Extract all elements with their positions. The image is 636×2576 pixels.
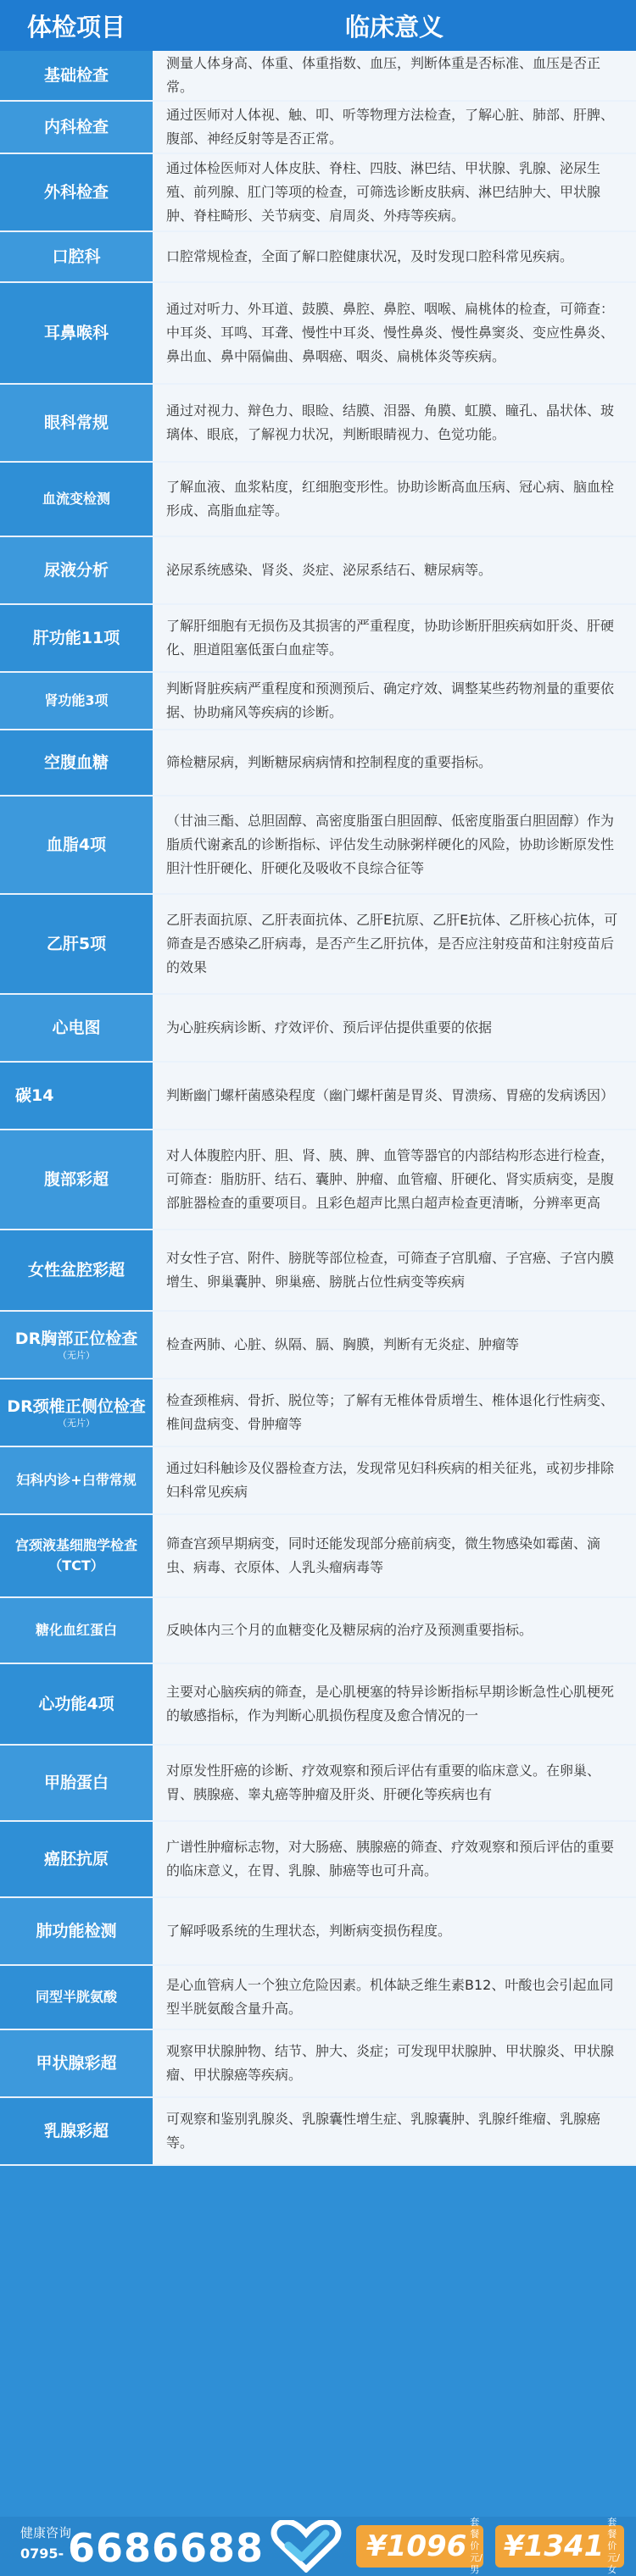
table-row xyxy=(0,102,636,154)
table-row xyxy=(0,2030,636,2098)
exam-item-label: 同型半胱氨酸 xyxy=(35,1989,117,2005)
exam-item-name xyxy=(0,2030,153,2096)
exam-item-label: 甲状腺彩超 xyxy=(36,2054,117,2073)
table-row xyxy=(0,2098,636,2166)
exam-item-name xyxy=(0,1966,153,2029)
exam-item-label: 甲胎蛋白 xyxy=(43,1774,109,1792)
table-row xyxy=(0,51,636,102)
exam-item-description: 观察甲状腺肿物、结节、肿大、炎症；可发现甲状腺肿、甲状腺炎、甲状腺瘤、甲状腺癌等疾病。 xyxy=(153,2030,636,2096)
area-code: 0795- xyxy=(20,2545,64,2562)
exam-item-label: 血脂4项 xyxy=(46,836,107,854)
exam-item-name xyxy=(0,995,153,1061)
phone-number[interactable]: 6686688 xyxy=(68,2525,265,2571)
table-row xyxy=(0,154,636,232)
exam-item-name xyxy=(0,730,153,795)
exam-item-label: 口腔科 xyxy=(52,247,101,266)
exam-item-label: DR颈椎正侧位检查 xyxy=(7,1397,146,1416)
exam-item-name xyxy=(0,463,153,536)
exam-item-description: 检查颈椎病、骨折、脱位等；了解有无椎体骨质增生、椎体退化行性病变、椎间盘病变、骨肿瘤等 xyxy=(153,1380,636,1446)
exam-item-name xyxy=(0,1515,153,1596)
exam-item-name xyxy=(0,1312,153,1378)
exam-item-label: 尿液分析 xyxy=(43,561,109,580)
exam-item-label: 肺功能检测 xyxy=(36,1922,117,1940)
exam-item-label: 碳14 xyxy=(15,1086,54,1105)
exam-item-name xyxy=(0,1898,153,1964)
exam-item-note: （无片） xyxy=(58,1350,95,1361)
table-row xyxy=(0,1380,636,1447)
exam-item-description: 对人体腹腔内肝、胆、肾、胰、脾、血管等器官的内部结构形态进行检查，可筛查：脂肪肝、结石、囊肿、肿瘤、血管瘤、肝硬化、肾实质病变，是腹部脏器检查的重要项目。且彩色超声比黑白超声检查更清晰，分辨率更高 xyxy=(153,1130,636,1229)
table-row xyxy=(0,283,636,385)
exam-item-name xyxy=(0,232,153,281)
exam-item-label: 空腹血糖 xyxy=(43,753,109,772)
exam-item-description: 了解呼吸系统的生理状态，判断病变损伤程度。 xyxy=(153,1898,636,1964)
exam-item-label: 糖化血红蛋白 xyxy=(35,1622,117,1638)
table-row xyxy=(0,1966,636,2030)
exam-item-name xyxy=(0,2098,153,2164)
table-row xyxy=(0,1746,636,1822)
exam-item-description: 为心脏疾病诊断、疗效评价、预后评估提供重要的依据 xyxy=(153,995,636,1061)
table-row xyxy=(0,1515,636,1598)
exam-item-name xyxy=(0,154,153,230)
table-row xyxy=(0,673,636,730)
exam-item-description: 泌尿系统感染、肾炎、炎症、泌尿系结石、糖尿病等。 xyxy=(153,537,636,603)
exam-item-name xyxy=(0,895,153,993)
heart-check-logo-icon xyxy=(270,2520,343,2573)
exam-item-name xyxy=(0,1063,153,1129)
price-male-badge xyxy=(356,2517,483,2575)
table-row xyxy=(0,1598,636,1664)
table-row xyxy=(0,1063,636,1130)
exam-item-label: 基础检查 xyxy=(43,66,109,85)
exam-item-description: 通过对视力、辩色力、眼睑、结膜、泪器、角膜、虹膜、瞳孔、晶状体、玻璃体、眼底，了解视力状况，判断眼睛视力、色觉功能。 xyxy=(153,385,636,461)
exam-item-name xyxy=(0,605,153,671)
exam-item-description: 对原发性肝癌的诊断、疗效观察和预后评估有重要的临床意义。在卵巢、胃、胰腺癌、睾丸癌等肿瘤及肝炎、肝硬化等疾病也有 xyxy=(153,1746,636,1820)
exam-item-description: 测量人体身高、体重、体重指数、血压，判断体重是否标准、血压是否正常。 xyxy=(153,51,636,100)
exam-item-label: 女性盆腔彩超 xyxy=(27,1261,125,1280)
exam-item-description: 判断幽门螺杆菌感染程度（幽门螺杆菌是胃炎、胃溃疡、胃癌的发病诱因） xyxy=(153,1063,636,1129)
header-col-meaning: 临床意义 xyxy=(344,12,444,42)
table-row xyxy=(0,1130,636,1230)
table-row xyxy=(0,1447,636,1515)
table-row xyxy=(0,1822,636,1898)
exam-item-label: 癌胚抗原 xyxy=(43,1850,109,1868)
exam-table xyxy=(0,51,636,2166)
table-row xyxy=(0,605,636,673)
table-row xyxy=(0,797,636,895)
exam-item-description: 可观察和鉴别乳腺炎、乳腺囊性增生症、乳腺囊肿、乳腺纤维瘤、乳腺癌等。 xyxy=(153,2098,636,2164)
exam-item-label: 内科检查 xyxy=(43,118,109,136)
table-row xyxy=(0,1898,636,1966)
exam-item-name xyxy=(0,1664,153,1744)
exam-item-name xyxy=(0,283,153,383)
exam-item-name xyxy=(0,797,153,893)
price-female: ¥1341 xyxy=(504,2529,605,2563)
exam-item-description: 通过医师对人体视、触、叩、听等物理方法检查，了解心脏、肺部、肝脾、腹部、神经反射等是否正常。 xyxy=(153,102,636,153)
exam-item-description: 通过对听力、外耳道、鼓膜、鼻腔、鼻腔、咽喉、扁桃体的检查，可筛查：中耳炎、耳鸣、耳聋、慢性中耳炎、慢性鼻炎、慢性鼻窦炎、变应性鼻炎、鼻出血、鼻中隔偏曲、鼻咽癌、咽炎、扁桃体炎等疾病。 xyxy=(153,283,636,383)
exam-item-name xyxy=(0,385,153,461)
table-row xyxy=(0,1230,636,1312)
exam-item-label: DR胸部正位检查 xyxy=(14,1330,138,1348)
table-row xyxy=(0,385,636,463)
price-female-unit: 套餐价 元/女 xyxy=(607,2517,621,2575)
exam-item-label: 腹部彩超 xyxy=(43,1170,109,1189)
exam-item-description: 筛检糖尿病，判断糖尿病病情和控制程度的重要指标。 xyxy=(153,730,636,795)
price-female-badge xyxy=(495,2517,624,2575)
exam-item-description: 反映体内三个月的血糖变化及糖尿病的治疗及预测重要指标。 xyxy=(153,1598,636,1663)
exam-item-description: 判断肾脏疾病严重程度和预测预后、确定疗效、调整某些药物剂量的重要依据、协助痛风等疾病的诊断。 xyxy=(153,673,636,729)
exam-item-description: （甘油三酯、总胆固醇、高密度脂蛋白胆固醇、低密度脂蛋白胆固醇）作为脂质代谢紊乱的诊断指标、评估发生动脉粥样硬化的风险，协助诊断原发性胆汁性肝硬化、肝硬化及吸收不良综合征等 xyxy=(153,797,636,893)
exam-item-label: 血流变检测 xyxy=(42,491,110,507)
exam-item-label: 肾功能3项 xyxy=(44,692,109,708)
exam-item-name xyxy=(0,1746,153,1820)
exam-item-name xyxy=(0,1447,153,1513)
price-male: ¥1096 xyxy=(366,2529,467,2563)
exam-item-note: （无片） xyxy=(58,1418,95,1429)
exam-item-name xyxy=(0,51,153,100)
exam-item-label: 眼科常规 xyxy=(43,414,109,432)
exam-item-description: 筛查宫颈早期病变，同时还能发现部分癌前病变，微生物感染如霉菌、滴虫、病毒、衣原体、人乳头瘤病毒等 xyxy=(153,1515,636,1596)
exam-item-description: 对女性子宫、附件、膀胱等部位检查，可筛查子宫肌瘤、子宫癌、子宫内膜增生、卵巢囊肿、卵巢癌、膀胱占位性病变等疾病 xyxy=(153,1230,636,1310)
exam-item-name xyxy=(0,673,153,729)
exam-item-name xyxy=(0,102,153,153)
table-row xyxy=(0,995,636,1063)
exam-item-description: 了解血液、血浆粘度，红细胞变形性。协助诊断高血压病、冠心病、脑血栓形成、高脂血症等。 xyxy=(153,463,636,536)
exam-item-label: 宫颈液基细胞学检查（TCT） xyxy=(14,1537,137,1574)
table-row xyxy=(0,232,636,283)
table-row xyxy=(0,1664,636,1746)
exam-item-description: 主要对心脑疾病的筛查，是心肌梗塞的特异诊断指标早期诊断急性心肌梗死的敏感指标，作为判断心肌损伤程度及愈合情况的一 xyxy=(153,1664,636,1744)
exam-item-label: 妇科内诊+白带常规 xyxy=(16,1472,137,1488)
price-male-unit: 套餐价 元/男 xyxy=(470,2517,483,2575)
exam-item-description: 乙肝表面抗原、乙肝表面抗体、乙肝E抗原、乙肝E抗体、乙肝核心抗体，可筛查是否感染乙肝病毒，是否产生乙肝抗体，是否应注射疫苗和注射疫苗后的效果 xyxy=(153,895,636,993)
exam-item-description: 是心血管病人一个独立危险因素。机体缺乏维生素B12、叶酸也会引起血同型半胱氨酸含量升高。 xyxy=(153,1966,636,2029)
table-row xyxy=(0,537,636,605)
exam-item-description: 检查两肺、心脏、纵隔、膈、胸膜，判断有无炎症、肿瘤等 xyxy=(153,1312,636,1378)
exam-item-name xyxy=(0,537,153,603)
exam-item-label: 耳鼻喉科 xyxy=(43,324,109,342)
exam-item-name xyxy=(0,1130,153,1229)
table-row xyxy=(0,1312,636,1380)
exam-item-description: 通过妇科触诊及仪器检查方法，发现常见妇科疾病的相关征兆，或初步排除妇科常见疾病 xyxy=(153,1447,636,1513)
table-row xyxy=(0,730,636,797)
exam-item-label: 心功能4项 xyxy=(38,1695,114,1713)
exam-item-description: 广谱性肿瘤标志物，对大肠癌、胰腺癌的筛查、疗效观察和预后评估的重要的临床意义，在胃、乳腺、肺癌等也可升高。 xyxy=(153,1822,636,1896)
exam-item-name xyxy=(0,1230,153,1310)
exam-item-label: 乙肝5项 xyxy=(46,935,107,953)
hotline-label: 健康咨询 xyxy=(20,2525,72,2540)
footer-bar xyxy=(0,2517,636,2576)
header-col-item: 体检项目 xyxy=(26,12,126,42)
table-header xyxy=(0,0,636,51)
table-row xyxy=(0,895,636,995)
exam-item-name xyxy=(0,1598,153,1663)
exam-item-label: 乳腺彩超 xyxy=(43,2122,109,2140)
exam-item-description: 通过体检医师对人体皮肤、脊柱、四肢、淋巴结、甲状腺、乳腺、泌尿生殖、前列腺、肛门等项的检查，可筛选诊断皮肤病、淋巴结肿大、甲状腺肿、脊柱畸形、关节病变、肩周炎、外痔等疾病。 xyxy=(153,154,636,230)
exam-item-label: 心电图 xyxy=(52,1019,101,1037)
exam-item-label: 肝功能11项 xyxy=(32,629,120,647)
exam-item-name xyxy=(0,1822,153,1896)
table-row xyxy=(0,463,636,537)
exam-item-label: 外科检查 xyxy=(43,183,109,202)
exam-item-name xyxy=(0,1380,153,1446)
exam-item-description: 口腔常规检查，全面了解口腔健康状况，及时发现口腔科常见疾病。 xyxy=(153,232,636,281)
exam-item-description: 了解肝细胞有无损伤及其损害的严重程度，协助诊断肝胆疾病如肝炎、肝硬化、胆道阻塞低蛋白血症等。 xyxy=(153,605,636,671)
